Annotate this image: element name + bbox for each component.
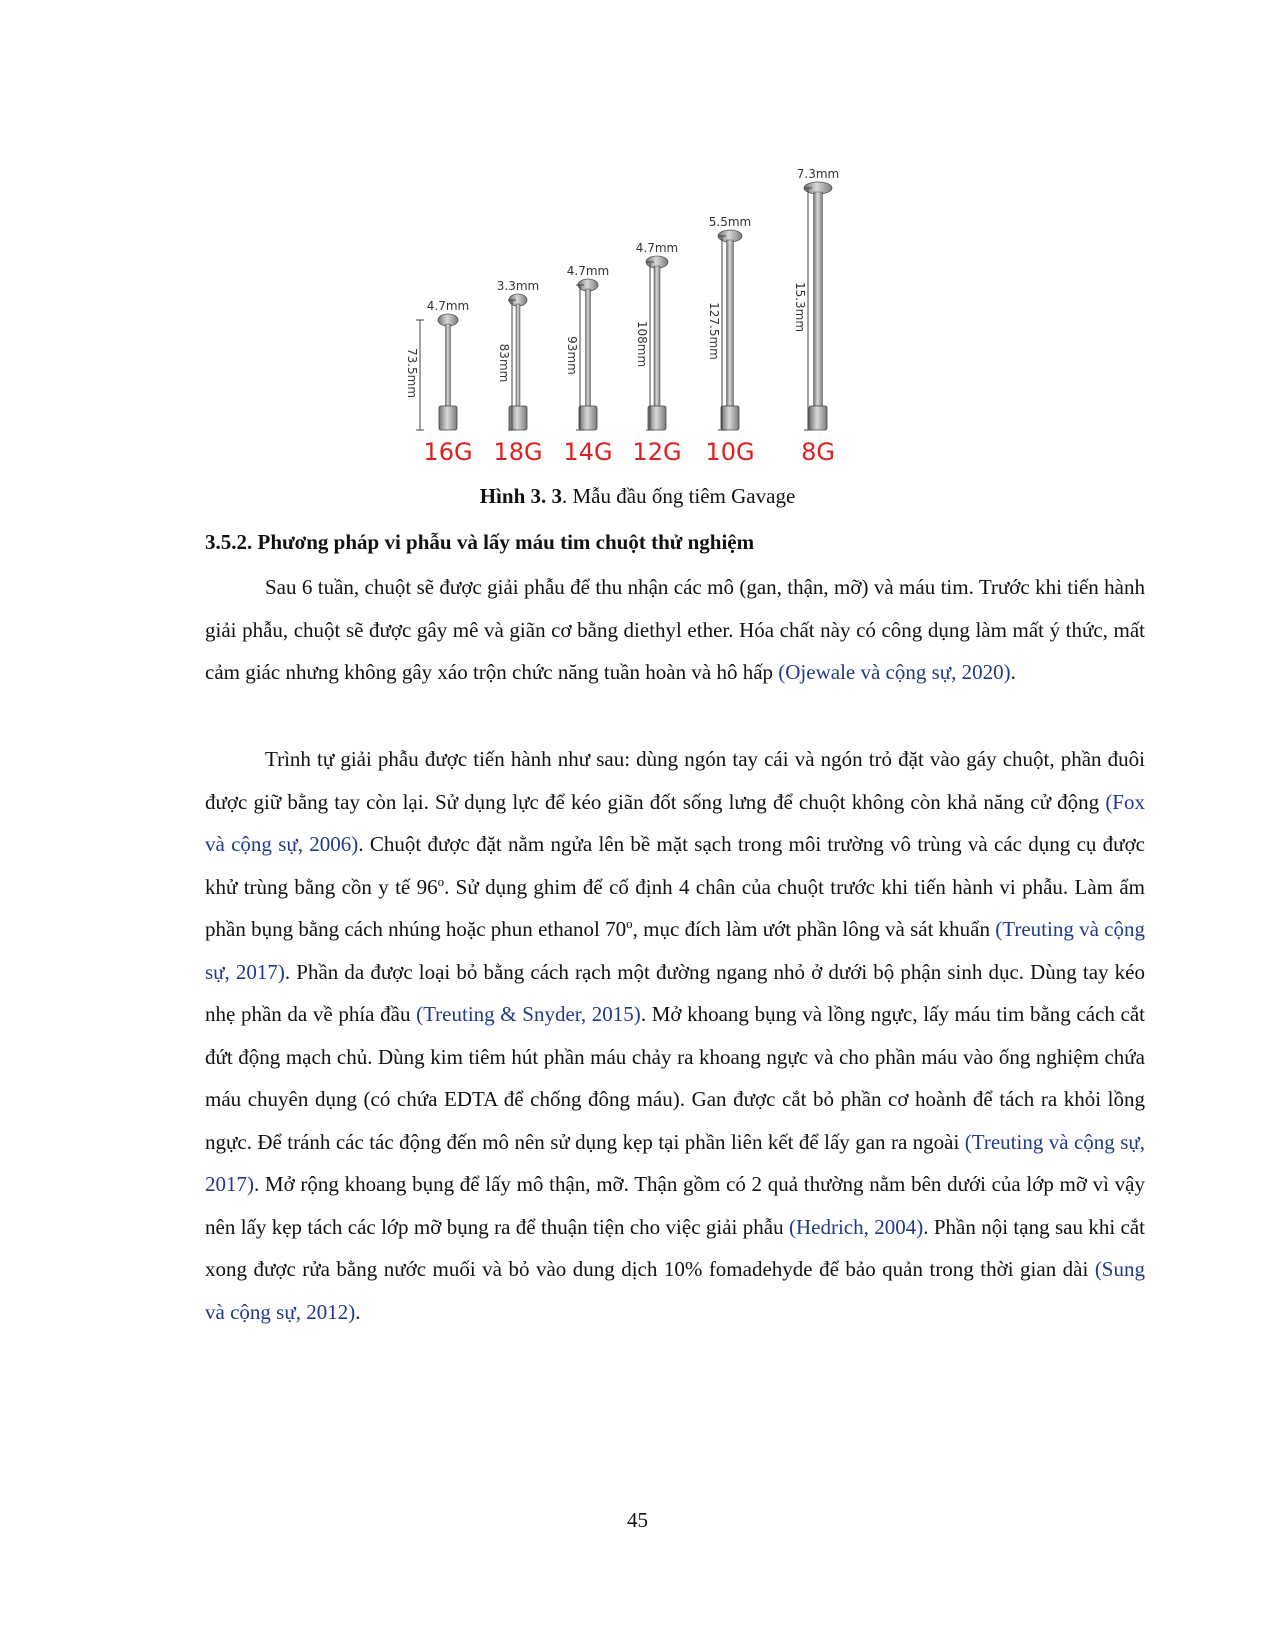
paragraph-2-text: , mục đích làm ướt phần lông và sát khuẩn	[632, 917, 996, 941]
tip-diameter-label: 4.7mm	[566, 264, 610, 278]
needle-shaft	[446, 324, 451, 406]
needle-hub	[648, 406, 666, 430]
degree-superscript: o	[437, 873, 445, 889]
page-number: 45	[627, 1508, 648, 1532]
needle-shaft	[727, 240, 734, 406]
paragraph-1	[205, 566, 1145, 694]
needle-18G	[493, 279, 542, 466]
length-label: 83mm	[497, 343, 511, 383]
citation-link[interactable]: (Ojewale và cộng sự, 2020)	[778, 660, 1011, 684]
needle-hub	[579, 406, 597, 430]
paragraph-2-text: Trình tự giải phẫu được tiến hành như sau: dùng ngón tay cái và ngón trỏ đặt vào gáy chuột, phần đuôi được giữ bằng tay còn lại. Sử dụng lực để kéo giãn đốt sống lưng để chuột không còn khả năng cử động	[205, 747, 1145, 814]
paragraph-2-text: . Sử dụng ghim để cố định 4 chân của chuột trước khi tiến hành vi phẫu. Làm ẩm phần bụng bằng cách nhúng hoặc phun ethanol 70	[205, 874, 1145, 941]
needle-hub	[809, 406, 827, 430]
paragraph-2	[205, 738, 1145, 1333]
needle-hub	[439, 406, 457, 430]
citation-link[interactable]: (Hedrich, 2004)	[788, 1214, 924, 1239]
length-label: 127.5mm	[707, 302, 721, 360]
length-label: 73.5mm	[405, 347, 419, 399]
needle-shaft	[586, 289, 591, 406]
length-label: 15.3mm	[793, 281, 807, 333]
gauge-label: 14G	[563, 438, 613, 466]
gauge-label: 8G	[801, 438, 835, 466]
degree-superscript: o	[626, 916, 633, 931]
needle-shaft	[516, 304, 520, 406]
length-label: 108mm	[635, 320, 649, 368]
tip-diameter-label: 5.5mm	[708, 215, 752, 229]
gavage-needle-figure	[400, 168, 900, 480]
needle-shaft	[814, 192, 823, 406]
length-label: 93mm	[565, 336, 579, 375]
needle-10G	[705, 215, 754, 466]
needle-12G	[632, 241, 681, 466]
figure-caption-label: Hình 3. 3	[479, 484, 562, 508]
gauge-label: 10G	[705, 438, 755, 466]
citation-link[interactable]: (Treuting và cộng sự, 2017)	[205, 1129, 1145, 1196]
paragraph-2-text: . Phần da được loại bỏ bằng cách rạch một đường ngang nhỏ ở dưới bộ phận sinh dục. Dùng tay kéo nhẹ phần da về phía đầu	[205, 959, 1145, 1026]
needle-shaft	[654, 266, 660, 406]
gauge-label: 16G	[423, 438, 473, 466]
paragraph-1-text: Sau 6 tuần, chuột sẽ được giải phẫu để thu nhận các mô (gan, thận, mỡ) và máu tim. Trước khi tiến hành giải phẫu, chuột sẽ được gây mê và giãn cơ bằng diethyl ether. Hóa chất này có công dụng làm mất ý thức, mất cảm giác nhưng không gây xáo trộn chức năng tuần hoàn và hô hấp	[205, 575, 1145, 684]
tip-diameter-label: 4.7mm	[635, 241, 679, 255]
tip-diameter-label: 3.3mm	[496, 279, 540, 293]
paragraph-2-text: . Mở khoang bụng và lồng ngực, lấy máu tim bằng cách cắt đứt động mạch chủ. Dùng kim tiêm hút phần máu chảy ra khoang ngực và cho phần máu vào ống nghiệm chứa máu chuyên dụng (có chứa EDTA để chống đông máu). Gan được cắt bỏ phần cơ hoành để tách ra khỏi lồng ngực. Để tránh các tác động đến mô nên sử dụng kẹp tại phần liên kết để lấy gan ra ngoài	[205, 1002, 1146, 1154]
tip-diameter-label: 4.7mm	[426, 299, 470, 313]
gauge-label: 18G	[493, 438, 543, 466]
paragraph-2-text: . Mở rộng khoang bụng để lấy mô thận, mỡ. Thận gồm có 2 quả thường nằm bên dưới của lớp mỡ vì vậy nên lấy kẹp tách các lớp mỡ bụng ra để thuận tiện cho việc giải phẫu	[205, 1172, 1145, 1239]
citation-link[interactable]: (Sung và cộng sự, 2012)	[205, 1257, 1145, 1324]
citation-link[interactable]: (Treuting & Snyder, 2015)	[416, 1002, 641, 1026]
section-heading: 3.5.2. Phương pháp vi phẫu và lấy máu tim chuột thử nghiệm	[205, 530, 755, 554]
needle-illustration	[400, 168, 900, 480]
paragraph-1-end: .	[1010, 660, 1016, 684]
tip-diameter-label: 7.3mm	[796, 168, 840, 181]
paragraph-2-end: .	[355, 1299, 361, 1324]
gauge-label: 12G	[632, 438, 682, 466]
paragraph-2-text: . Chuột được đặt nằm ngửa lên bề mặt sạch trong môi trường vô trùng và các dụng cụ được khử trùng bằng cồn y tế 96	[205, 832, 1145, 899]
needle-hub	[721, 406, 739, 430]
paragraph-2-text: . Phần nội tạng sau khi cắt xong được rửa bằng nước muối và bỏ vào dung dịch 10% fomadehyde để bảo quản trong thời gian dài	[205, 1214, 1145, 1281]
citation-link[interactable]: (Fox và cộng sự, 2006)	[205, 789, 1145, 856]
needle-16G	[405, 299, 473, 466]
citation-link[interactable]: (Treuting và cộng sự, 2017)	[205, 917, 1145, 984]
figure-caption	[0, 484, 1275, 509]
needle-8G	[793, 168, 839, 466]
needle-14G	[563, 264, 612, 466]
figure-caption-text: . Mẫu đầu ống tiêm Gavage	[562, 484, 796, 508]
